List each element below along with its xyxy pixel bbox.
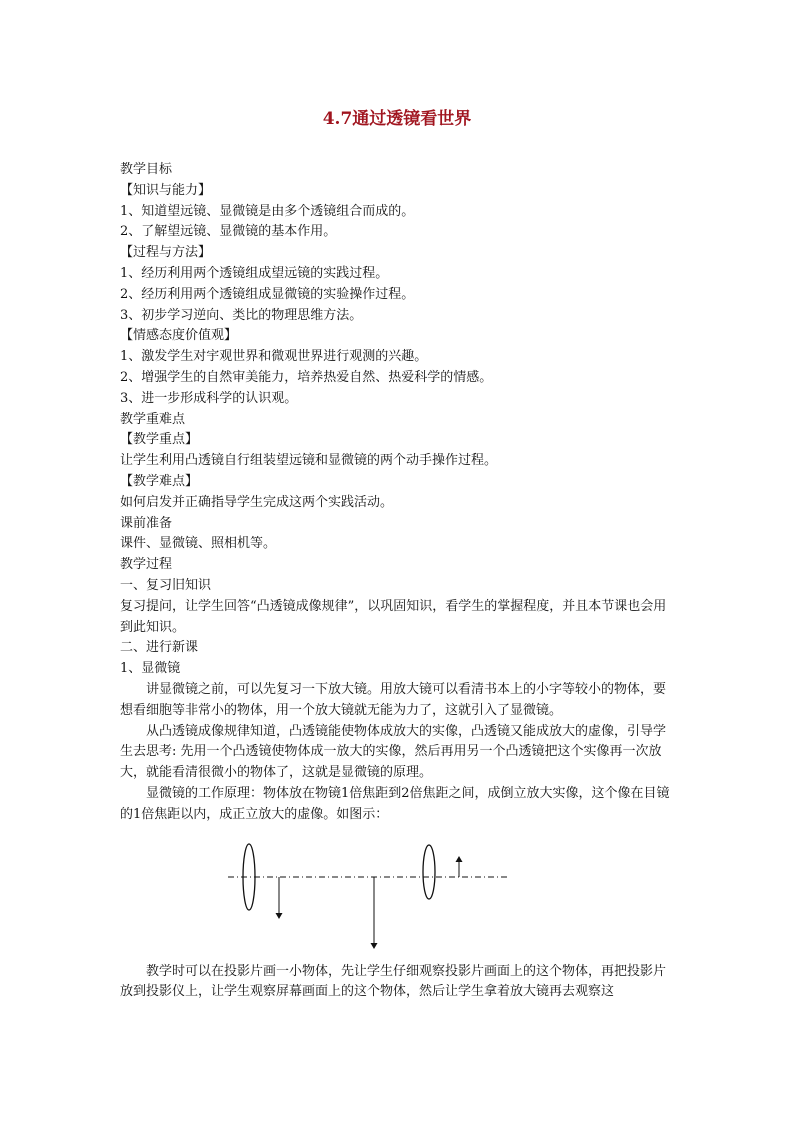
list-item: 2、增强学生的自然审美能力，培养热爱自然、热爱科学的情感。: [120, 369, 493, 385]
section-heading: 教学过程: [120, 557, 173, 573]
list-item: 1、经历利用两个透镜组成望远镜的实践过程。: [120, 265, 389, 281]
paragraph: 从凸透镜成像规律知道，凸透镜能使物体成放大的实像，凸透镜又能成放大的虚像，引导学生去思考: 先用一个凸透镜使物体成一放大的实像，然后再用另一个凸透镜把这个实像再一次放大，就能看清很微小的物体了，这就是显微镜的原理。: [120, 723, 667, 781]
list-item: 3、进一步形成科学的认识观。: [120, 390, 298, 406]
microscope-diagram: [120, 832, 678, 954]
list-item: 1、知道望远镜、显微镜是由多个透镜组合而成的。: [120, 203, 415, 219]
text-line: 让学生利用凸透镜自行组装望远镜和显微镜的两个动手操作过程。: [120, 453, 498, 469]
paragraph: 复习提问，让学生回答“凸透镜成像规律”，以巩固知识，看学生的掌握程度，并且本节课也会用到此知识。: [120, 598, 667, 635]
list-item: 3、初步学习逆向、类比的物理思维方法。: [120, 307, 363, 323]
subsection-heading: 【情感态度价值观】: [120, 328, 238, 344]
subsection-heading: 二、进行新课: [120, 640, 199, 656]
list-item: 2、经历利用两个透镜组成显微镜的实验操作过程。: [120, 286, 415, 302]
list-item: 1、激发学生对宇观世界和微观世界进行观测的兴趣。: [120, 349, 428, 365]
virtual-image-arrow-head: [371, 943, 378, 949]
paragraph: 显微镜的工作原理：物体放在物镜1倍焦距到2倍焦距之间，成倒立放大实像，这个像在目镜的1倍焦距以内，成正立放大的虚像。如图示：: [120, 785, 670, 822]
text-line: 如何启发并正确指导学生完成这两个实践活动。: [120, 494, 394, 510]
paragraph: 讲显微镜之前，可以先复习一下放大镜。用放大镜可以看清书本上的小字等较小的物体，要想看细胞等非常小的物体，用一个放大镜就无能为力了，这就引入了显微镜。: [120, 681, 667, 718]
subsection-heading: 【知识与能力】: [120, 182, 212, 198]
section-heading: 教学目标: [120, 162, 173, 177]
page-title: 4.7通过透镜看世界: [322, 109, 472, 129]
list-item: 2、了解望远镜、显微镜的基本作用。: [120, 224, 337, 240]
subsection-heading: 1、显微镜: [120, 661, 181, 677]
section-heading: 教学重难点: [120, 411, 186, 427]
subsection-heading: 【过程与方法】: [120, 245, 212, 261]
subsection-heading: 一、复习旧知识: [120, 577, 212, 593]
object-arrow-head: [276, 913, 283, 919]
paragraph: 教学时可以在投影片画一小物体，先让学生仔细观察投影片画面上的这个物体，再把投影片放到投影仪上，让学生观察屏幕画面上的这个物体，然后让学生拿着放大镜再去观察这: [120, 963, 667, 1000]
section-heading: 课前准备: [120, 515, 173, 531]
eyepiece-lens: [423, 845, 435, 899]
document-body: [120, 160, 678, 1003]
real-image-arrow-head: [456, 856, 463, 862]
subsection-heading: 【教学重点】: [120, 432, 199, 448]
text-line: 课件、显微镜、照相机等。: [120, 536, 277, 552]
subsection-heading: 【教学难点】: [120, 473, 199, 489]
